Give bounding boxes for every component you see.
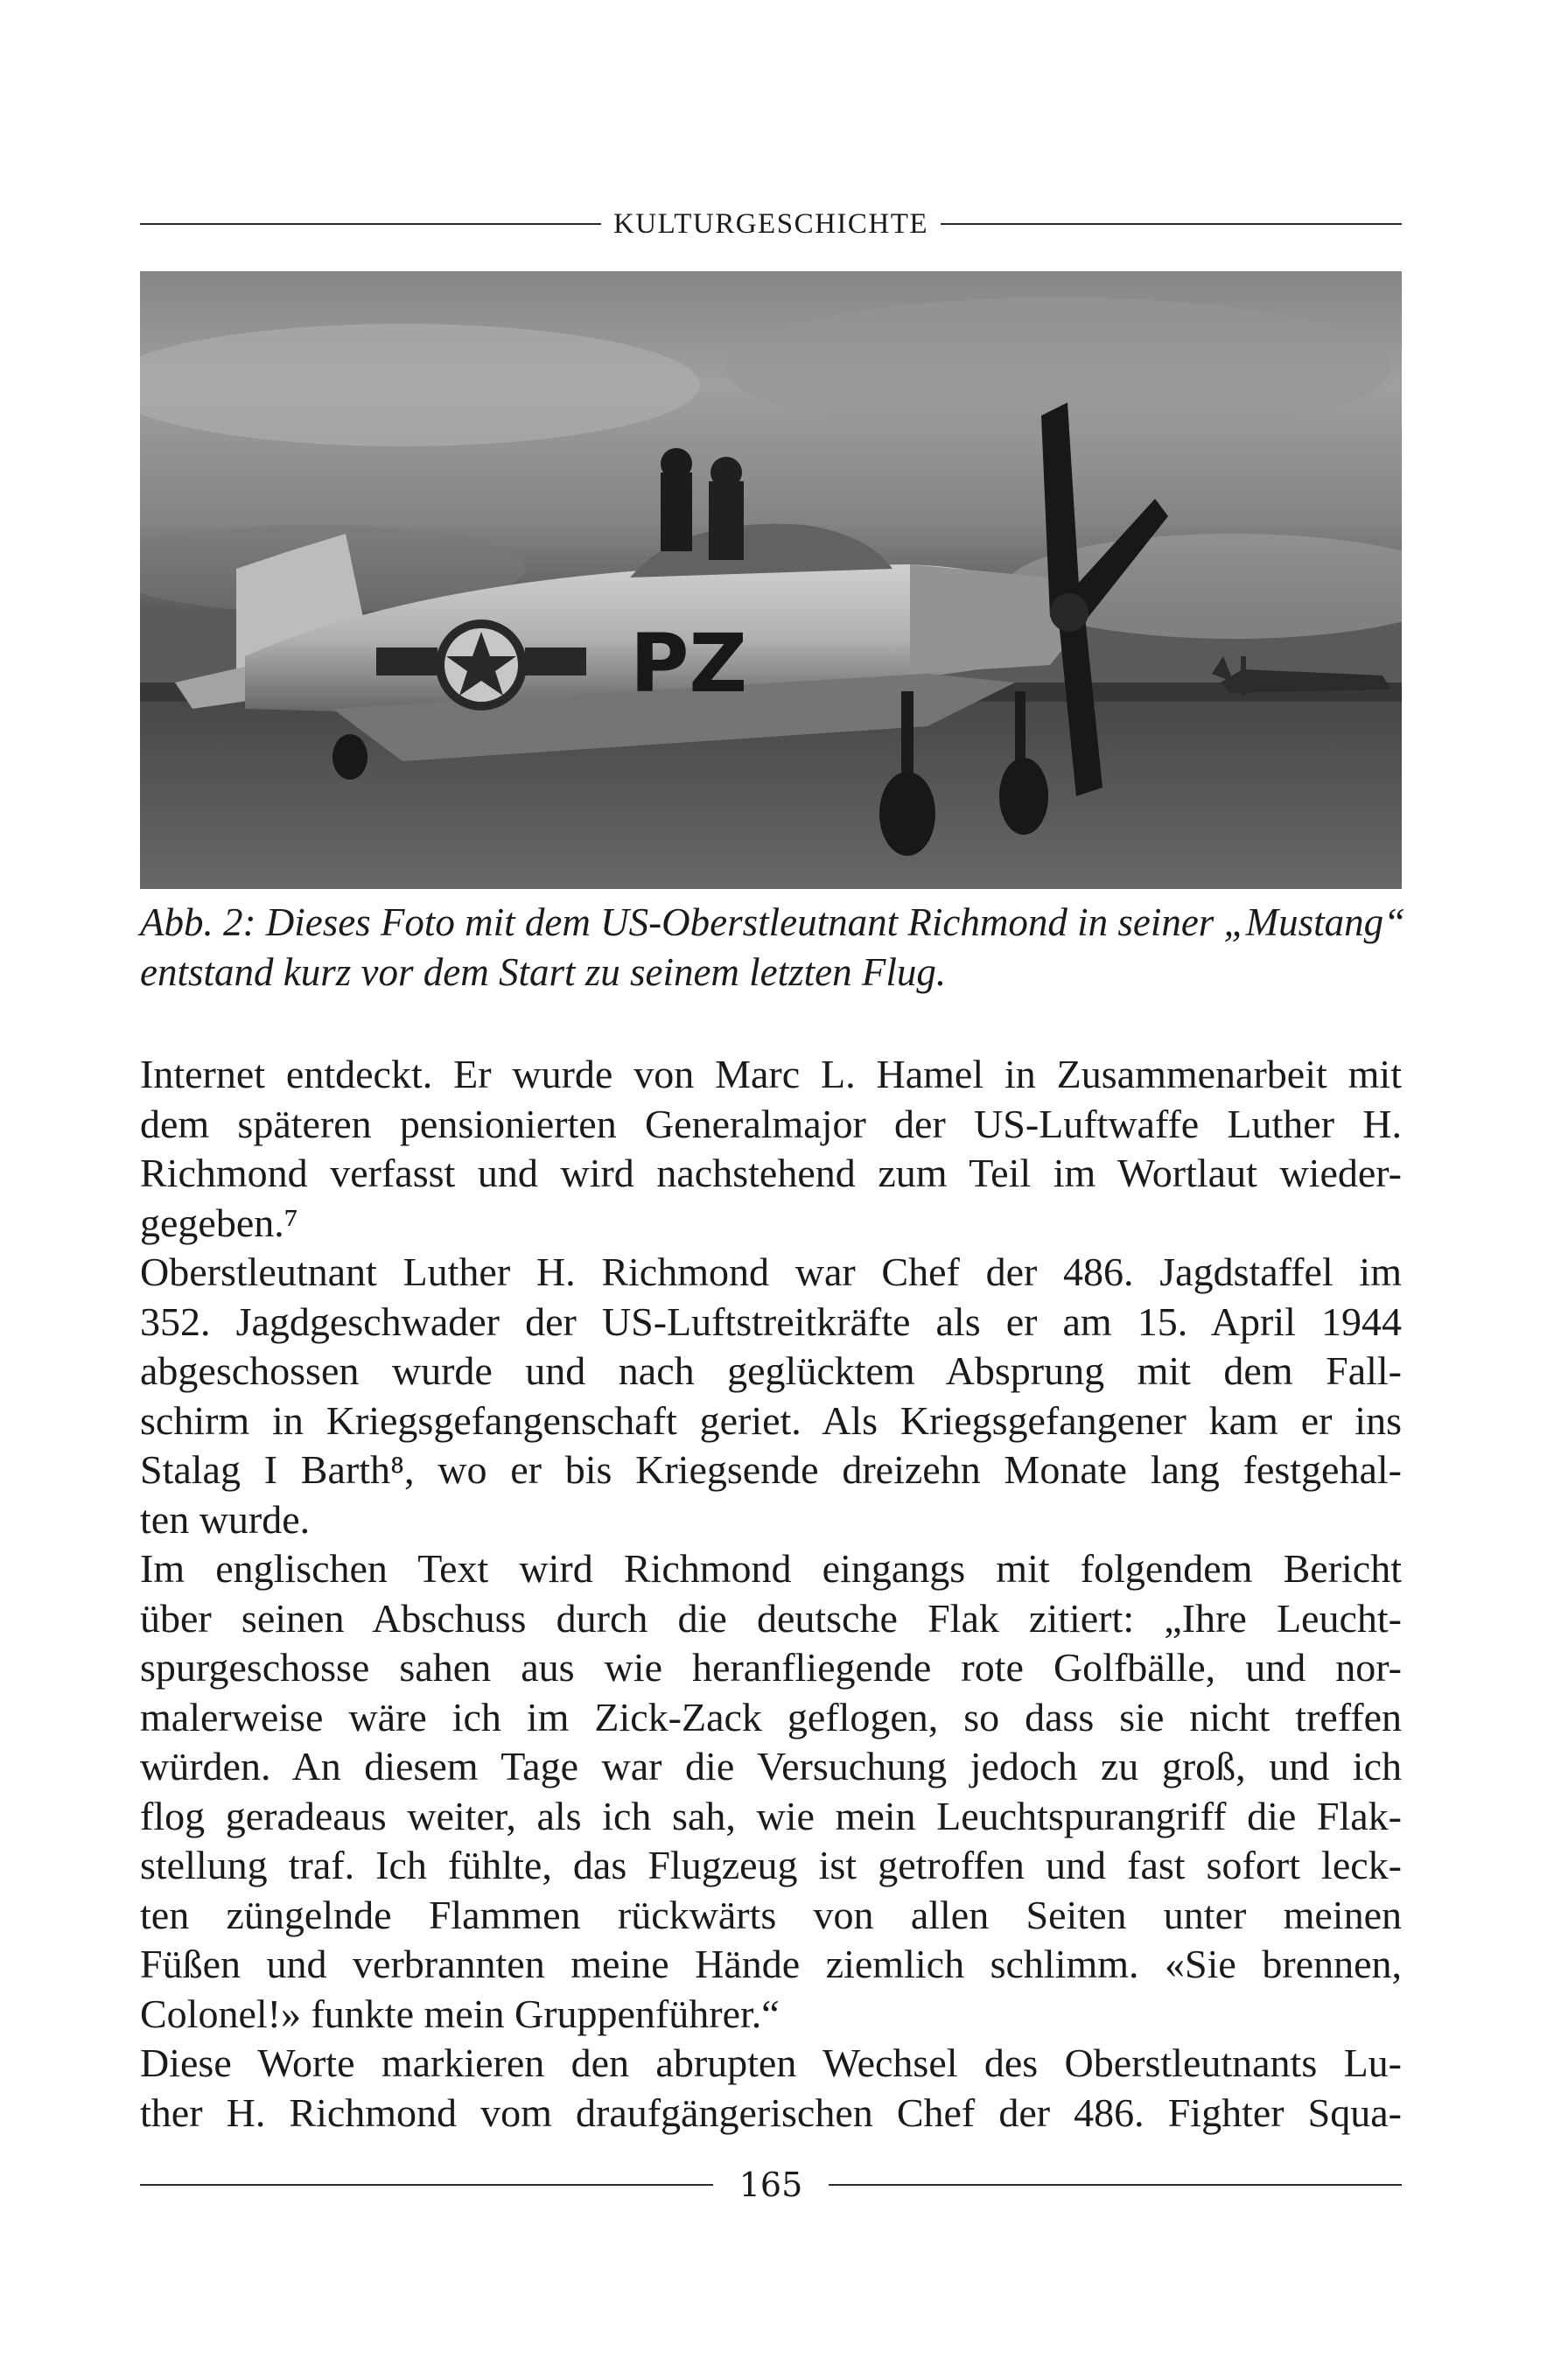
caption-line: Abb. 2: Dieses Foto mit dem US-Oberstleutnant Richmond in seiner „Mustang“ — [140, 900, 1406, 944]
body-line: Füßen und verbrannten meine Hände ziemlich schlimm. «Sie brennen, — [140, 1942, 1402, 1986]
body-line: würden. An diesem Tage war die Versuchung jedoch zu groß, und ich — [140, 1744, 1402, 1788]
body-line: Stalag I Barth⁸, wo er bis Kriegsende dreizehn Monate lang festgehal- — [140, 1447, 1402, 1492]
page-footer — [140, 2163, 1402, 2207]
body-line: über seinen Abschuss durch die deutsche Flak zitiert: „Ihre Leucht- — [140, 1595, 1402, 1641]
body-line: ther H. Richmond vom draufgängerischen Chef der 486. Fighter Squa- — [140, 2090, 1402, 2135]
body-line: dem späteren pensionierten Generalmajor der US-Luftwaffe Luther H. — [140, 1101, 1402, 1146]
header-rule-right — [941, 223, 1402, 225]
body-line: Diese Worte markieren den abrupten Wechsel des Oberstleutnants Lu- — [140, 2040, 1402, 2085]
body-line: Internet entdeckt. Er wurde von Marc L. Hamel in Zusammenarbeit mit — [140, 1052, 1402, 1096]
aircraft-code-letters: PZ — [630, 617, 748, 710]
body-line: Richmond verfasst und wird nachstehend zum Teil im Wortlaut wieder- — [140, 1151, 1402, 1195]
body-line: 352. Jagdgeschwader der US-Luftstreitkräfte als er am 15. April 1944 — [140, 1298, 1402, 1344]
section-title: KULTURGESCHICHTE — [612, 207, 929, 240]
body-line: Colonel!» funkte mein Gruppenführer.“ — [140, 1991, 780, 2036]
body-line: gegeben.⁷ — [140, 1200, 298, 1245]
body-line: ten züngelnde Flammen rückwärts von allen Seiten unter meinen — [140, 1892, 1402, 1937]
footer-rule-right — [829, 2184, 1402, 2186]
body-line: stellung traf. Ich fühlte, das Flugzeug ist getroffen und fast sofort leck- — [140, 1843, 1402, 1887]
figure-caption — [140, 898, 1406, 998]
body-line: schirm in Kriegsgefangenschaft geriet. Als Kriegsgefangener kam er ins — [140, 1397, 1402, 1443]
body-text — [140, 1050, 1402, 2138]
mustang-photo — [140, 271, 1402, 889]
body-line: abgeschossen wurde und nach geglücktem Absprung mit dem Fall- — [140, 1348, 1402, 1393]
body-line: flog geradeaus weiter, als ich sah, wie mein Leuchtspurangriff die Flak- — [140, 1793, 1402, 1838]
header-rule-left — [140, 223, 601, 225]
body-line: spurgeschosse sahen aus wie heranfliegende rote Golfbälle, und nor- — [140, 1645, 1402, 1690]
page-number: 165 — [738, 2166, 803, 2204]
caption-line: entstand kurz vor dem Start zu seinem letzten Flug. — [140, 950, 947, 994]
body-line: Im englischen Text wird Richmond eingangs mit folgendem Bericht — [140, 1546, 1402, 1591]
mustang-photo-illustration — [140, 271, 1402, 889]
body-line: ten wurde. — [140, 1496, 311, 1542]
body-line: malerweise wäre ich im Zick-Zack geflogen, so dass sie nicht treffen — [140, 1694, 1402, 1740]
footer-rule-left — [140, 2184, 713, 2186]
running-header — [140, 205, 1402, 243]
body-line: Oberstleutnant Luther H. Richmond war Chef der 486. Jagdstaffel im — [140, 1250, 1402, 1294]
